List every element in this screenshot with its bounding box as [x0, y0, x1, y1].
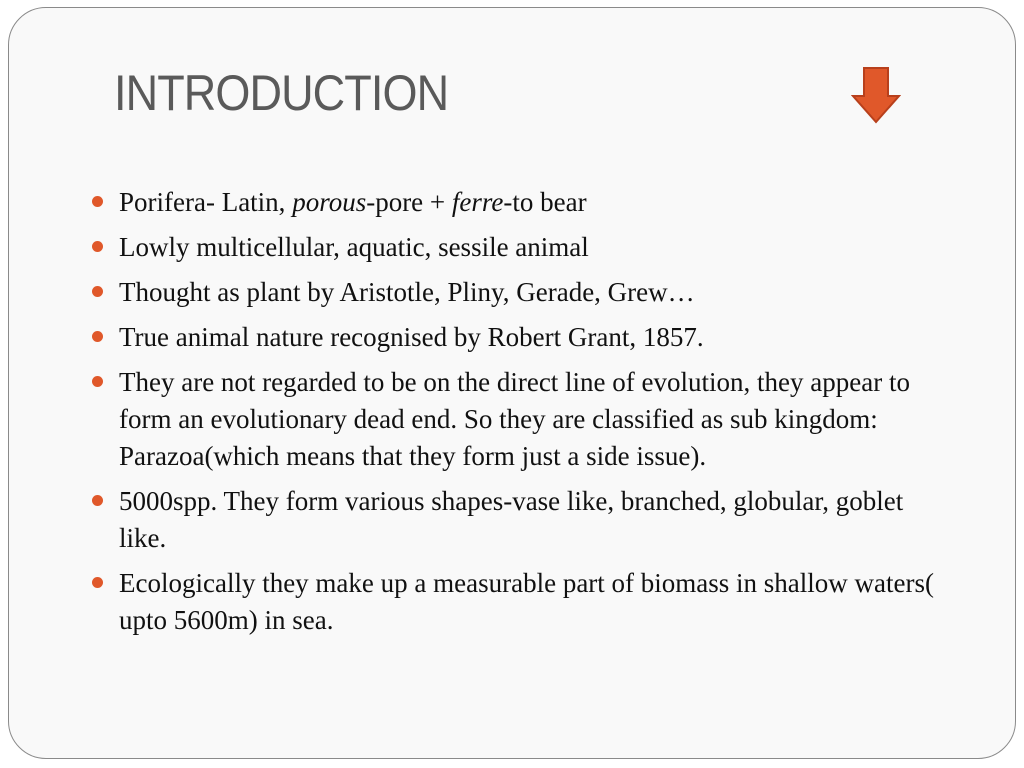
slide	[8, 7, 1016, 759]
bullet-item	[87, 319, 947, 356]
bullet-dot-icon	[92, 241, 103, 252]
bullet-text: -pore +	[366, 187, 452, 217]
bullet-dot-icon	[92, 286, 103, 297]
bullet-dot-icon	[92, 495, 103, 506]
bullet-text: True animal nature recognised by Robert Grant, 1857.	[119, 322, 704, 352]
bullet-dot-icon	[92, 577, 103, 588]
bullet-text: They are not regarded to be on the direct line of evolution, they appear to form an evolutionary dead end. So they are classified as sub kingdom: Parazoa(which means that they form just a side issue).	[119, 367, 910, 471]
bullet-dot-icon	[92, 196, 103, 207]
bullet-dot-icon	[92, 331, 103, 342]
bullet-item	[87, 184, 947, 221]
bullet-item	[87, 483, 947, 557]
bullet-item	[87, 364, 947, 475]
bullet-list	[87, 184, 947, 647]
bullet-dot-icon	[92, 376, 103, 387]
bullet-text: Lowly multicellular, aquatic, sessile animal	[119, 232, 589, 262]
slide-title: INTRODUCTION	[114, 65, 449, 121]
down-arrow-icon[interactable]	[851, 66, 901, 124]
bullet-text: Porifera- Latin,	[119, 187, 293, 217]
bullet-text: Ecologically they make up a measurable part of biomass in shallow waters( upto 5600m) in sea.	[119, 568, 934, 635]
bullet-item	[87, 274, 947, 311]
bullet-item	[87, 229, 947, 266]
bullet-text: -to bear	[503, 187, 587, 217]
bullet-item	[87, 565, 947, 639]
italic-term: ferre	[451, 187, 504, 217]
bullet-text: 5000spp. They form various shapes-vase like, branched, globular, goblet like.	[119, 486, 904, 553]
bullet-text: Thought as plant by Aristotle, Pliny, Gerade, Grew…	[119, 277, 695, 307]
italic-term: porous	[292, 187, 367, 217]
